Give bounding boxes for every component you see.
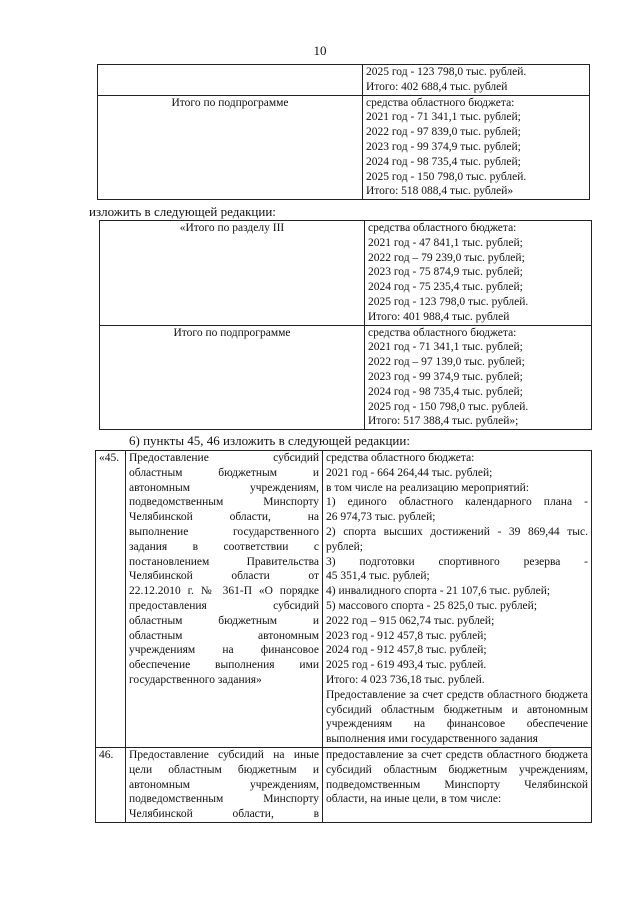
text-line: Челябинской области, в xyxy=(129,808,319,821)
text-line: Челябинской области от xyxy=(129,570,319,583)
text-line: 2021 год - 71 341,1 тыс. рублей; xyxy=(368,341,523,354)
text-line: 4) инвалидного спорта - 21 107,6 тыс. рублей; xyxy=(326,585,551,598)
text-line: учреждениям на финансовое xyxy=(129,644,319,657)
text-line: в том числе на реализацию мероприятий: xyxy=(326,481,530,494)
text-line: обеспечение выполнения ими xyxy=(129,659,319,672)
text-line: 2022 год – 915 062,74 тыс. рублей; xyxy=(326,614,495,627)
page-number: 10 xyxy=(313,43,327,58)
text-line: 2025 год - 123 798,0 тыс. рублей. xyxy=(366,66,527,78)
text-line: 2024 год - 98 735,4 тыс. рублей; xyxy=(368,385,523,398)
text-line: Предоставление субсидий на иные xyxy=(129,748,319,761)
text-line: 5) массового спорта - 25 825,0 тыс. рублей; xyxy=(326,599,538,612)
table-cell-left xyxy=(98,65,363,96)
text-line: 2023 год - 912 457,8 тыс. рублей; xyxy=(326,629,487,642)
text-line: государственного задания» xyxy=(129,673,262,686)
item-number: «45. xyxy=(96,451,126,748)
text-line: средства областного бюджета: xyxy=(368,222,517,234)
text-line: автономным учреждениям, xyxy=(129,778,319,791)
table-row xyxy=(96,451,592,748)
table-cell-right xyxy=(363,95,590,200)
text-line: подведомственным Минспорту xyxy=(129,793,319,806)
table-cell-right xyxy=(363,65,590,96)
table-cell-left: «Итого по разделу III xyxy=(100,221,365,326)
text-paragraph: предоставление за счет средств областного бюджета субсидий областным бюджетным учреждениям, подведомственным Минспорту Челябинской области, на иные цели, в том числе: xyxy=(326,748,588,806)
text-line: задания в соответствии с xyxy=(129,540,319,553)
table-cell-left xyxy=(126,747,323,822)
text-line: 2024 год - 75 235,4 тыс. рублей; xyxy=(368,281,523,294)
table-cell-left: Итого по подпрограмме xyxy=(100,325,365,430)
table-row xyxy=(98,95,590,200)
table-cell-right xyxy=(365,221,592,326)
table-cell-right xyxy=(323,747,592,822)
text-line: 2021 год - 664 264,44 тыс. рублей; xyxy=(326,466,493,479)
table-items-45-46 xyxy=(95,450,592,823)
text-line: 2024 год - 98 735,4 тыс. рублей; xyxy=(366,155,521,168)
table-row xyxy=(96,747,592,822)
text-line: цели областным бюджетным и xyxy=(129,763,319,776)
text-line: средства областного бюджета: xyxy=(368,326,517,339)
text-line: 22.12.2010 г. № 361-П «О порядке xyxy=(129,585,319,598)
text-line: автономным учреждениям, xyxy=(129,481,319,494)
text-line: 3) подготовки спортивного резерва - xyxy=(326,555,588,568)
text-line: 2025 год - 123 798,0 тыс. рублей. xyxy=(368,295,529,308)
text-line: 2023 год - 99 374,9 тыс. рублей; xyxy=(368,370,523,383)
table-subprogram-old xyxy=(97,64,590,200)
table-subprogram-new xyxy=(99,220,592,430)
text-line: областным бюджетным и xyxy=(129,466,319,479)
text-line: средства областного бюджета: xyxy=(366,96,515,109)
intro-text: 6) пункты 45, 46 изложить в следующей редакции: xyxy=(129,433,410,448)
text-line: подведомственным Минспорту xyxy=(129,496,319,509)
text-line: 26 974,73 тыс. рублей; xyxy=(326,511,436,524)
text-line: 2021 год - 71 341,1 тыс. рублей; xyxy=(366,111,521,124)
text-line: рублей; xyxy=(326,540,363,553)
table-cell-right xyxy=(365,325,592,430)
text-line: 2023 год - 99 374,9 тыс. рублей; xyxy=(366,140,521,153)
text-line: 45 351,4 тыс. рублей; xyxy=(326,570,430,583)
text-line: 2021 год - 47 841,1 тыс. рублей; xyxy=(368,236,523,249)
text-line: 2024 год - 912 457,8 тыс. рублей; xyxy=(326,644,487,657)
text-line: 2025 год - 150 798,0 тыс. рублей. xyxy=(368,400,529,413)
table-row xyxy=(100,221,592,326)
text-line: областным автономным xyxy=(129,629,319,642)
table-cell-left: Итого по подпрограмме xyxy=(98,95,363,200)
item-number: 46. xyxy=(96,747,126,822)
text-line: областным бюджетным и xyxy=(129,614,319,627)
text-line: Предоставление субсидий xyxy=(129,452,319,464)
text-line: Итого: 402 688,4 тыс. рублей xyxy=(366,80,508,93)
text-line: 2023 год - 75 874,9 тыс. рублей; xyxy=(368,266,523,279)
text-line: выполнение государственного xyxy=(129,525,319,538)
text-line: средства областного бюджета: xyxy=(326,452,475,464)
text-line: Итого: 517 388,4 тыс. рублей»; xyxy=(368,415,519,428)
table-row xyxy=(98,65,590,96)
text-line: 2022 год - 97 839,0 тыс. рублей; xyxy=(366,126,521,139)
text-line: 2022 год – 97 139,0 тыс. рублей; xyxy=(368,356,525,369)
text-line: 2) спорта высших достижений - 39 869,44 тыс. xyxy=(326,525,588,538)
table-row xyxy=(100,325,592,430)
text-line: 1) единого областного календарного плана - xyxy=(326,496,588,509)
table-cell-left xyxy=(126,451,323,748)
text-line: 2022 год – 79 239,0 тыс. рублей; xyxy=(368,251,525,264)
intro-text: изложить в следующей редакции: xyxy=(89,204,276,219)
text-line: 2025 год - 619 493,4 тыс. рублей. xyxy=(326,659,487,672)
text-line: Челябинской области, на xyxy=(129,511,319,524)
text-line: Итого: 4 023 736,18 тыс. рублей. xyxy=(326,673,485,686)
text-line: 2025 год - 150 798,0 тыс. рублей. xyxy=(366,170,527,183)
text-line: предоставления субсидий xyxy=(129,599,319,612)
table-cell-right xyxy=(323,451,592,748)
text-line: Итого: 518 088,4 тыс. рублей» xyxy=(366,185,514,198)
text-paragraph: Предоставление за счет средств областного бюджета субсидий областным бюджетным и автономным учреждениям на финансовое обеспечение выполнения ими государственного задания xyxy=(326,688,588,746)
text-line: постановлением Правительства xyxy=(129,555,319,568)
text-line: Итого: 401 988,4 тыс. рублей xyxy=(368,310,510,323)
